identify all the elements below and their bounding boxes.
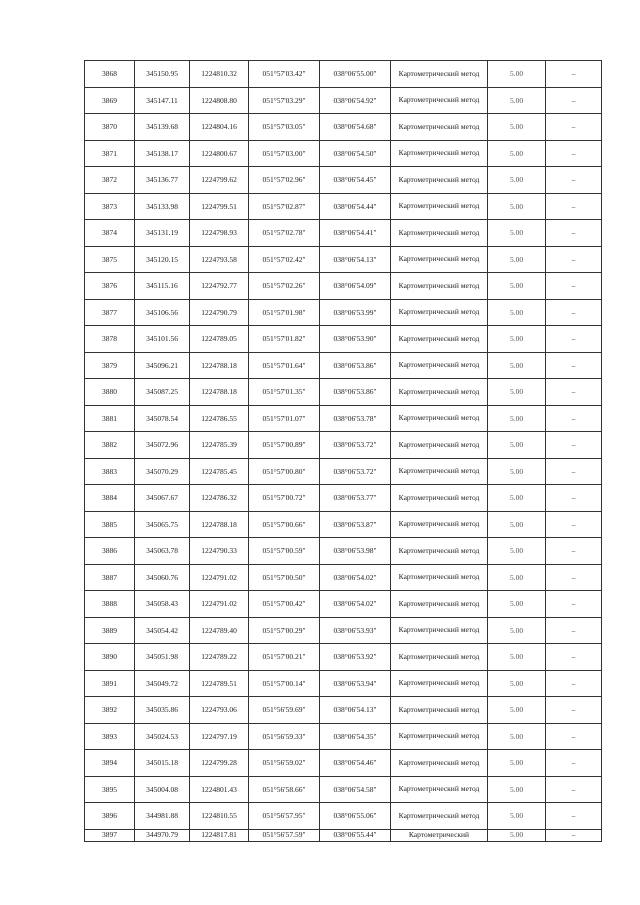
method-cell: Картометрический метод	[391, 326, 488, 353]
latitude-cell: 051°57'03.00"	[249, 140, 320, 167]
x-coordinate-cell: 345024.53	[135, 723, 190, 750]
method-cell: Картометрический метод	[391, 193, 488, 220]
point-number-cell: 3888	[85, 591, 135, 618]
latitude-cell: 051°57'02.26"	[249, 273, 320, 300]
point-number-cell: 3874	[85, 220, 135, 247]
note-cell: –	[546, 114, 602, 141]
point-number-cell: 3884	[85, 485, 135, 512]
point-number-cell: 3883	[85, 458, 135, 485]
table-row	[85, 87, 602, 114]
longitude-cell: 038°06'53.78"	[320, 405, 391, 432]
point-number-cell: 3872	[85, 167, 135, 194]
latitude-cell: 051°57'00.14"	[249, 670, 320, 697]
table-row	[85, 140, 602, 167]
longitude-cell: 038°06'53.94"	[320, 670, 391, 697]
point-number-cell: 3878	[85, 326, 135, 353]
accuracy-cell: 5.00	[488, 299, 546, 326]
latitude-cell: 051°57'00.72"	[249, 485, 320, 512]
note-cell: –	[546, 405, 602, 432]
note-cell: –	[546, 299, 602, 326]
accuracy-cell: 5.00	[488, 352, 546, 379]
method-cell: Картометрический метод	[391, 167, 488, 194]
note-cell: –	[546, 776, 602, 803]
y-coordinate-cell: 1224788.18	[190, 379, 249, 406]
note-cell: –	[546, 379, 602, 406]
x-coordinate-cell: 345138.17	[135, 140, 190, 167]
longitude-cell: 038°06'55.06"	[320, 803, 391, 830]
accuracy-cell: 5.00	[488, 485, 546, 512]
table-row	[85, 246, 602, 273]
latitude-cell: 051°57'00.50"	[249, 564, 320, 591]
x-coordinate-cell: 345087.25	[135, 379, 190, 406]
note-cell: –	[546, 140, 602, 167]
accuracy-cell: 5.00	[488, 538, 546, 565]
latitude-cell: 051°57'01.64"	[249, 352, 320, 379]
x-coordinate-cell: 345060.76	[135, 564, 190, 591]
y-coordinate-cell: 1224791.02	[190, 564, 249, 591]
latitude-cell: 051°57'01.35"	[249, 379, 320, 406]
table-row	[85, 670, 602, 697]
accuracy-cell: 5.00	[488, 87, 546, 114]
y-coordinate-cell: 1224789.22	[190, 644, 249, 671]
latitude-cell: 051°57'00.59"	[249, 538, 320, 565]
point-number-cell: 3887	[85, 564, 135, 591]
method-cell: Картометрический метод	[391, 246, 488, 273]
note-cell: –	[546, 326, 602, 353]
method-cell: Картометрический метод	[391, 432, 488, 459]
method-cell: Картометрический метод	[391, 273, 488, 300]
longitude-cell: 038°06'54.46"	[320, 750, 391, 777]
x-coordinate-cell: 345115.16	[135, 273, 190, 300]
note-cell: –	[546, 87, 602, 114]
note-cell: –	[546, 723, 602, 750]
y-coordinate-cell: 1224799.51	[190, 193, 249, 220]
note-cell: –	[546, 644, 602, 671]
note-cell: –	[546, 617, 602, 644]
table-row	[85, 697, 602, 724]
coordinates-table	[84, 60, 602, 842]
table-row	[85, 432, 602, 459]
method-cell: Картометрический метод	[391, 405, 488, 432]
note-cell: –	[546, 564, 602, 591]
point-number-cell: 3895	[85, 776, 135, 803]
accuracy-cell: 5.00	[488, 61, 546, 88]
y-coordinate-cell: 1224804.16	[190, 114, 249, 141]
note-cell: –	[546, 458, 602, 485]
x-coordinate-cell: 345035.86	[135, 697, 190, 724]
point-number-cell: 3890	[85, 644, 135, 671]
method-cell: Картометрический метод	[391, 458, 488, 485]
latitude-cell: 051°57'03.05"	[249, 114, 320, 141]
note-cell: –	[546, 803, 602, 830]
longitude-cell: 038°06'54.02"	[320, 591, 391, 618]
point-number-cell: 3894	[85, 750, 135, 777]
table-row	[85, 61, 602, 88]
x-coordinate-cell: 345150.95	[135, 61, 190, 88]
point-number-cell: 3871	[85, 140, 135, 167]
longitude-cell: 038°06'55.00"	[320, 61, 391, 88]
x-coordinate-cell: 345139.68	[135, 114, 190, 141]
latitude-cell: 051°57'01.07"	[249, 405, 320, 432]
point-number-cell: 3889	[85, 617, 135, 644]
table-row	[85, 352, 602, 379]
latitude-cell: 051°56'59.69"	[249, 697, 320, 724]
accuracy-cell: 5.00	[488, 511, 546, 538]
y-coordinate-cell: 1224790.33	[190, 538, 249, 565]
method-cell: Картометрический метод	[391, 538, 488, 565]
x-coordinate-cell: 345058.43	[135, 591, 190, 618]
longitude-cell: 038°06'54.35"	[320, 723, 391, 750]
method-cell: Картометрический метод	[391, 697, 488, 724]
longitude-cell: 038°06'54.92"	[320, 87, 391, 114]
x-coordinate-cell: 345067.67	[135, 485, 190, 512]
method-cell: Картометрический метод	[391, 299, 488, 326]
longitude-cell: 038°06'53.92"	[320, 644, 391, 671]
method-cell: Картометрический метод	[391, 114, 488, 141]
y-coordinate-cell: 1224788.18	[190, 352, 249, 379]
point-number-cell: 3886	[85, 538, 135, 565]
accuracy-cell: 5.00	[488, 670, 546, 697]
point-number-cell: 3875	[85, 246, 135, 273]
latitude-cell: 051°56'59.02"	[249, 750, 320, 777]
note-cell: –	[546, 220, 602, 247]
point-number-cell: 3873	[85, 193, 135, 220]
coordinates-table-page	[84, 60, 601, 842]
accuracy-cell: 5.00	[488, 697, 546, 724]
note-cell: –	[546, 511, 602, 538]
note-cell: –	[546, 485, 602, 512]
y-coordinate-cell: 1224801.43	[190, 776, 249, 803]
note-cell: –	[546, 697, 602, 724]
method-cell: Картометрический метод	[391, 352, 488, 379]
method-cell: Картометрический метод	[391, 87, 488, 114]
longitude-cell: 038°06'54.50"	[320, 140, 391, 167]
longitude-cell: 038°06'53.99"	[320, 299, 391, 326]
y-coordinate-cell: 1224785.45	[190, 458, 249, 485]
latitude-cell: 051°57'00.21"	[249, 644, 320, 671]
note-cell: –	[546, 273, 602, 300]
note-cell: –	[546, 167, 602, 194]
method-cell: Картометрический метод	[391, 485, 488, 512]
method-cell: Картометрический метод	[391, 220, 488, 247]
table-row	[85, 591, 602, 618]
y-coordinate-cell: 1224791.02	[190, 591, 249, 618]
y-coordinate-cell: 1224790.79	[190, 299, 249, 326]
note-cell: –	[546, 193, 602, 220]
latitude-cell: 051°56'58.66"	[249, 776, 320, 803]
method-cell: Картометрический метод	[391, 670, 488, 697]
accuracy-cell: 5.00	[488, 617, 546, 644]
accuracy-cell: 5.00	[488, 220, 546, 247]
accuracy-cell: 5.00	[488, 591, 546, 618]
longitude-cell: 038°06'53.77"	[320, 485, 391, 512]
method-cell: Картометрический метод	[391, 61, 488, 88]
table-row	[85, 750, 602, 777]
method-cell: Картометрический метод	[391, 723, 488, 750]
table-row	[85, 193, 602, 220]
x-coordinate-cell: 345065.75	[135, 511, 190, 538]
table-row	[85, 723, 602, 750]
y-coordinate-cell: 1224808.80	[190, 87, 249, 114]
longitude-cell: 038°06'53.90"	[320, 326, 391, 353]
method-cell: Картометрический метод	[391, 591, 488, 618]
table-row	[85, 776, 602, 803]
latitude-cell: 051°57'00.29"	[249, 617, 320, 644]
table-row	[85, 405, 602, 432]
latitude-cell: 051°57'02.96"	[249, 167, 320, 194]
method-cell: Картометрический метод	[391, 803, 488, 830]
latitude-cell: 051°57'03.29"	[249, 87, 320, 114]
latitude-cell: 051°57'01.82"	[249, 326, 320, 353]
accuracy-cell: 5.00	[488, 803, 546, 830]
longitude-cell: 038°06'53.86"	[320, 352, 391, 379]
method-cell: Картометрический метод	[391, 140, 488, 167]
note-cell: –	[546, 670, 602, 697]
x-coordinate-cell: 345078.54	[135, 405, 190, 432]
accuracy-cell: 5.00	[488, 723, 546, 750]
accuracy-cell: 5.00	[488, 432, 546, 459]
y-coordinate-cell: 1224798.93	[190, 220, 249, 247]
x-coordinate-cell: 345120.15	[135, 246, 190, 273]
y-coordinate-cell: 1224792.77	[190, 273, 249, 300]
y-coordinate-cell: 1224799.28	[190, 750, 249, 777]
longitude-cell: 038°06'54.41"	[320, 220, 391, 247]
table-row	[85, 829, 602, 841]
note-cell: –	[546, 591, 602, 618]
method-cell: Картометрический метод	[391, 564, 488, 591]
x-coordinate-cell: 345015.18	[135, 750, 190, 777]
latitude-cell: 051°56'57.59"	[249, 829, 320, 841]
longitude-cell: 038°06'54.68"	[320, 114, 391, 141]
note-cell: –	[546, 538, 602, 565]
latitude-cell: 051°56'57.95"	[249, 803, 320, 830]
y-coordinate-cell: 1224797.19	[190, 723, 249, 750]
table-row	[85, 299, 602, 326]
table-row	[85, 273, 602, 300]
note-cell: –	[546, 61, 602, 88]
note-cell: –	[546, 432, 602, 459]
latitude-cell: 051°57'00.80"	[249, 458, 320, 485]
note-cell: –	[546, 829, 602, 841]
x-coordinate-cell: 344970.79	[135, 829, 190, 841]
y-coordinate-cell: 1224789.51	[190, 670, 249, 697]
y-coordinate-cell: 1224810.55	[190, 803, 249, 830]
longitude-cell: 038°06'53.98"	[320, 538, 391, 565]
x-coordinate-cell: 345063.78	[135, 538, 190, 565]
y-coordinate-cell: 1224793.06	[190, 697, 249, 724]
longitude-cell: 038°06'54.13"	[320, 697, 391, 724]
method-cell: Картометрический метод	[391, 617, 488, 644]
table-row	[85, 617, 602, 644]
longitude-cell: 038°06'54.02"	[320, 564, 391, 591]
y-coordinate-cell: 1224817.81	[190, 829, 249, 841]
point-number-cell: 3897	[85, 829, 135, 841]
point-number-cell: 3877	[85, 299, 135, 326]
table-row	[85, 538, 602, 565]
x-coordinate-cell: 345101.56	[135, 326, 190, 353]
latitude-cell: 051°57'02.87"	[249, 193, 320, 220]
point-number-cell: 3891	[85, 670, 135, 697]
method-cell: Картометрический метод	[391, 750, 488, 777]
latitude-cell: 051°57'00.89"	[249, 432, 320, 459]
table-body	[85, 61, 602, 842]
method-cell: Картометрический метод	[391, 511, 488, 538]
accuracy-cell: 5.00	[488, 326, 546, 353]
note-cell: –	[546, 750, 602, 777]
longitude-cell: 038°06'54.58"	[320, 776, 391, 803]
x-coordinate-cell: 345004.08	[135, 776, 190, 803]
x-coordinate-cell: 345133.98	[135, 193, 190, 220]
y-coordinate-cell: 1224793.58	[190, 246, 249, 273]
note-cell: –	[546, 246, 602, 273]
accuracy-cell: 5.00	[488, 644, 546, 671]
latitude-cell: 051°57'02.42"	[249, 246, 320, 273]
longitude-cell: 038°06'55.44"	[320, 829, 391, 841]
y-coordinate-cell: 1224786.55	[190, 405, 249, 432]
table-row	[85, 220, 602, 247]
accuracy-cell: 5.00	[488, 379, 546, 406]
accuracy-cell: 5.00	[488, 750, 546, 777]
x-coordinate-cell: 345072.96	[135, 432, 190, 459]
point-number-cell: 3885	[85, 511, 135, 538]
x-coordinate-cell: 345054.42	[135, 617, 190, 644]
table-row	[85, 167, 602, 194]
x-coordinate-cell: 345070.29	[135, 458, 190, 485]
point-number-cell: 3876	[85, 273, 135, 300]
y-coordinate-cell: 1224799.62	[190, 167, 249, 194]
y-coordinate-cell: 1224789.40	[190, 617, 249, 644]
longitude-cell: 038°06'53.72"	[320, 458, 391, 485]
point-number-cell: 3880	[85, 379, 135, 406]
y-coordinate-cell: 1224789.05	[190, 326, 249, 353]
point-number-cell: 3879	[85, 352, 135, 379]
point-number-cell: 3881	[85, 405, 135, 432]
x-coordinate-cell: 345147.11	[135, 87, 190, 114]
table-row	[85, 644, 602, 671]
longitude-cell: 038°06'54.44"	[320, 193, 391, 220]
table-row	[85, 114, 602, 141]
latitude-cell: 051°57'02.78"	[249, 220, 320, 247]
method-cell: Картометрический метод	[391, 776, 488, 803]
method-cell: Картометрический	[391, 829, 488, 841]
x-coordinate-cell: 344981.88	[135, 803, 190, 830]
x-coordinate-cell: 345051.98	[135, 644, 190, 671]
accuracy-cell: 5.00	[488, 829, 546, 841]
y-coordinate-cell: 1224785.39	[190, 432, 249, 459]
latitude-cell: 051°57'00.42"	[249, 591, 320, 618]
point-number-cell: 3896	[85, 803, 135, 830]
y-coordinate-cell: 1224786.32	[190, 485, 249, 512]
latitude-cell: 051°57'01.98"	[249, 299, 320, 326]
latitude-cell: 051°56'59.33"	[249, 723, 320, 750]
table-row	[85, 803, 602, 830]
y-coordinate-cell: 1224788.18	[190, 511, 249, 538]
point-number-cell: 3892	[85, 697, 135, 724]
accuracy-cell: 5.00	[488, 167, 546, 194]
accuracy-cell: 5.00	[488, 564, 546, 591]
longitude-cell: 038°06'54.09"	[320, 273, 391, 300]
x-coordinate-cell: 345096.21	[135, 352, 190, 379]
accuracy-cell: 5.00	[488, 405, 546, 432]
table-row	[85, 485, 602, 512]
accuracy-cell: 5.00	[488, 193, 546, 220]
longitude-cell: 038°06'53.72"	[320, 432, 391, 459]
point-number-cell: 3870	[85, 114, 135, 141]
table-row	[85, 379, 602, 406]
accuracy-cell: 5.00	[488, 776, 546, 803]
point-number-cell: 3869	[85, 87, 135, 114]
latitude-cell: 051°57'03.42"	[249, 61, 320, 88]
y-coordinate-cell: 1224810.32	[190, 61, 249, 88]
accuracy-cell: 5.00	[488, 140, 546, 167]
table-row	[85, 564, 602, 591]
method-cell: Картометрический метод	[391, 644, 488, 671]
point-number-cell: 3868	[85, 61, 135, 88]
x-coordinate-cell: 345136.77	[135, 167, 190, 194]
accuracy-cell: 5.00	[488, 458, 546, 485]
x-coordinate-cell: 345106.56	[135, 299, 190, 326]
table-row	[85, 511, 602, 538]
point-number-cell: 3893	[85, 723, 135, 750]
note-cell: –	[546, 352, 602, 379]
x-coordinate-cell: 345049.72	[135, 670, 190, 697]
x-coordinate-cell: 345131.19	[135, 220, 190, 247]
point-number-cell: 3882	[85, 432, 135, 459]
longitude-cell: 038°06'54.13"	[320, 246, 391, 273]
latitude-cell: 051°57'00.66"	[249, 511, 320, 538]
longitude-cell: 038°06'53.93"	[320, 617, 391, 644]
table-row	[85, 326, 602, 353]
accuracy-cell: 5.00	[488, 273, 546, 300]
longitude-cell: 038°06'53.86"	[320, 379, 391, 406]
longitude-cell: 038°06'53.87"	[320, 511, 391, 538]
longitude-cell: 038°06'54.45"	[320, 167, 391, 194]
accuracy-cell: 5.00	[488, 246, 546, 273]
table-row	[85, 458, 602, 485]
accuracy-cell: 5.00	[488, 114, 546, 141]
y-coordinate-cell: 1224800.67	[190, 140, 249, 167]
method-cell: Картометрический метод	[391, 379, 488, 406]
